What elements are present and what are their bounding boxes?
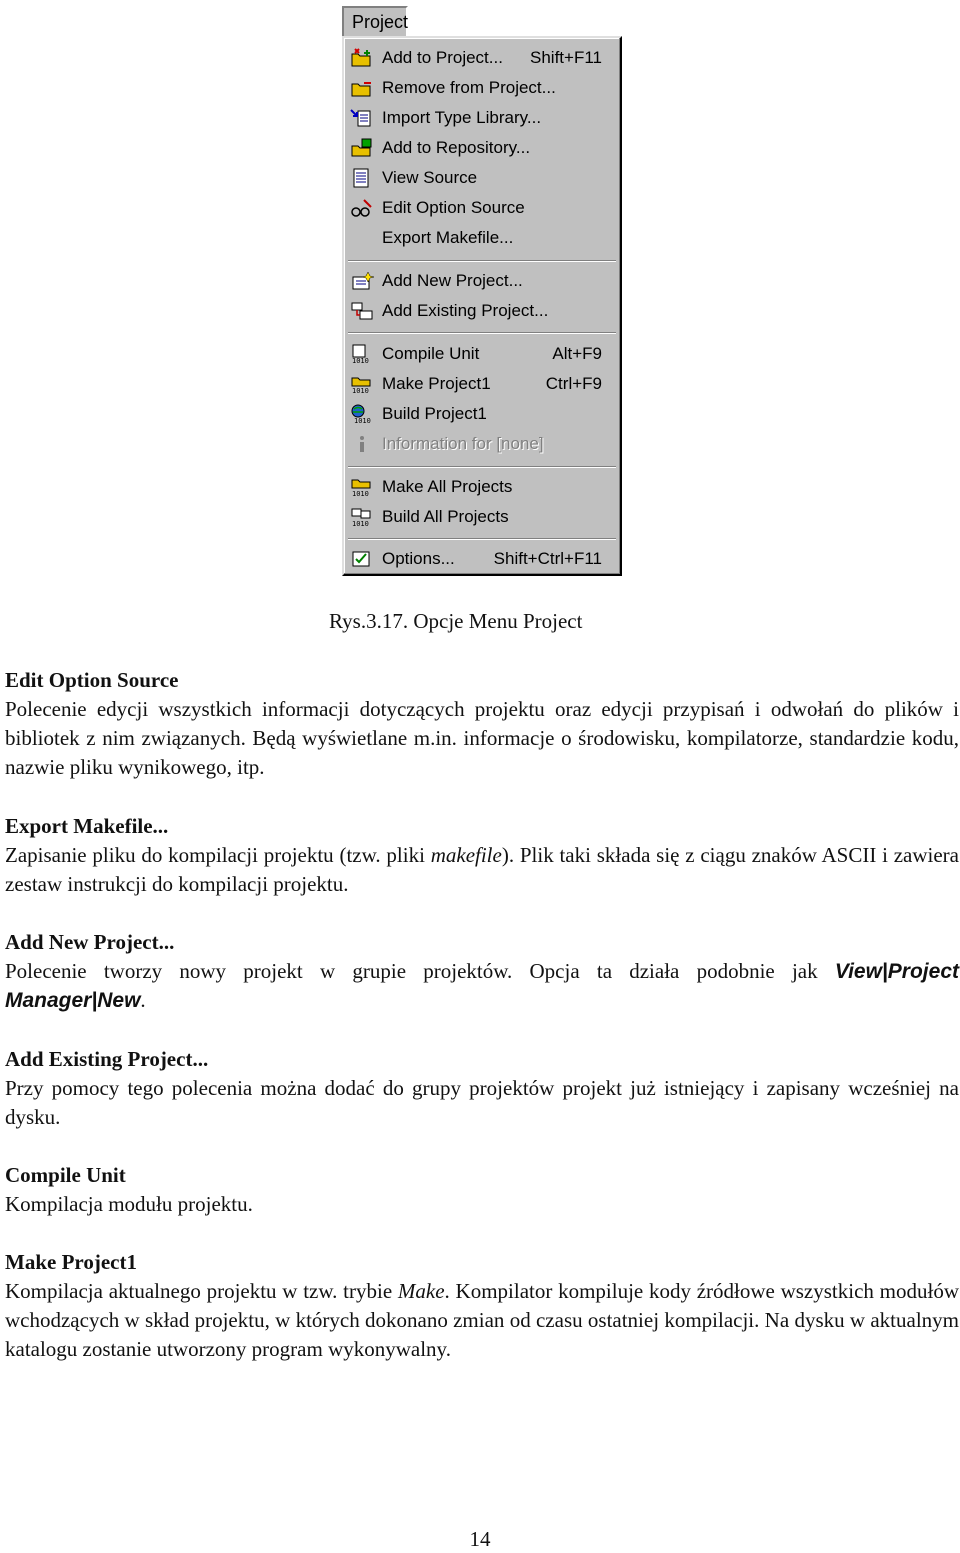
menu-item-remove-from-project[interactable] [348, 74, 616, 102]
section-text-add-existing-project: Przy pomocy tego polecenia można dodać do grupy projektów projekt już istniejący i zapisany wcześniej na dysku. [5, 1076, 959, 1130]
text-fragment: Zapisanie pliku do kompilacji projektu (tzw. pliki [5, 843, 431, 867]
menu-item-add-to-project[interactable] [348, 44, 616, 72]
svg-text:1010: 1010 [352, 490, 369, 497]
make-project-icon [350, 374, 374, 394]
text-fragment: Polecenie tworzy nowy projekt w grupie projektów. Opcja ta działa podobnie jak [5, 959, 835, 983]
menu-item-import-type-library[interactable] [348, 104, 616, 132]
add-to-repository-icon [350, 138, 374, 158]
menu-item-add-to-repository[interactable] [348, 134, 616, 162]
menu-item-label: View Source [382, 168, 478, 187]
menu-separator [348, 332, 616, 334]
section-heading-add-existing-project: Add Existing Project... [5, 1047, 209, 1071]
figure-caption: Rys.3.17. Opcje Menu Project [329, 609, 583, 633]
menu-separator [348, 538, 616, 540]
information-icon [350, 434, 374, 454]
menu-item-label: Compile Unit [382, 344, 480, 363]
section-text-compile-unit: Kompilacja modułu projektu. [5, 1192, 253, 1216]
menu-item-information [348, 430, 616, 458]
menu-item-make-project[interactable] [348, 370, 616, 398]
menu-item-compile-unit[interactable] [348, 340, 616, 368]
menu-item-label: Information for [none] [382, 434, 544, 453]
menu-path: View|Project Manager|New [5, 960, 959, 1013]
menu-item-label: Add Existing Project... [382, 301, 549, 320]
menu-item-label: Edit Option Source [382, 198, 525, 217]
menu-item-label: Build All Projects [382, 507, 509, 526]
menu-item-options[interactable] [348, 545, 616, 573]
text-fragment: . [140, 988, 146, 1013]
add-to-project-icon [350, 48, 374, 68]
svg-text:1010: 1010 [352, 387, 369, 394]
menu-item-add-new-project[interactable] [348, 267, 616, 295]
menu-item-view-source[interactable] [348, 164, 616, 192]
section-text-make-project1 [5, 1277, 959, 1365]
menu-item-make-all-projects[interactable] [348, 473, 616, 501]
section-text-export-makefile [5, 841, 959, 899]
menu-item-edit-option-source[interactable] [348, 194, 616, 222]
build-project-icon [350, 404, 374, 424]
italic-term: makefile [430, 843, 502, 867]
section-heading-add-new-project: Add New Project... [5, 930, 175, 954]
section-heading-make-project1: Make Project1 [5, 1250, 137, 1274]
view-source-icon [350, 168, 374, 188]
build-all-projects-icon [350, 507, 374, 527]
section-heading-export-makefile: Export Makefile... [5, 814, 169, 838]
text-fragment: ). Plik taki składa się z ciągu znaków ASCII i zawiera zestaw instrukcji do kompilacji projektu. [5, 843, 959, 897]
options-icon [350, 549, 374, 569]
menu-title-project[interactable]: Project [342, 6, 408, 36]
menu-item-label: Add to Project... [382, 48, 503, 67]
compile-unit-icon [350, 344, 374, 364]
menu-item-shortcut: Alt+F9 [552, 344, 602, 363]
svg-text:1010: 1010 [354, 417, 371, 424]
menu-item-export-makefile[interactable] [348, 224, 616, 252]
italic-term: Make [397, 1279, 445, 1303]
page-number: 14 [469, 1527, 491, 1551]
section-heading-edit-option-source: Edit Option Source [5, 668, 179, 692]
section-text-edit-option-source: Polecenie edycji wszystkich informacji dotyczących projektu oraz edycji przypisań i odwołań do plików i bibliotek z nim związanych. Będą wyświetlane m.in. informacje o środowisku, kompilatorze, standardzie kodu, nazwie pliku wynikowego, itp. [5, 697, 959, 780]
add-existing-project-icon [350, 301, 374, 321]
make-all-projects-icon [350, 477, 374, 497]
menu-item-build-project[interactable] [348, 400, 616, 428]
menu-item-add-existing-project[interactable] [348, 297, 616, 325]
text-fragment: Kompilacja aktualnego projektu w tzw. trybie [5, 1279, 398, 1303]
project-menu [342, 36, 622, 576]
menu-item-label: Import Type Library... [382, 108, 542, 127]
menu-item-label: Options... [382, 549, 455, 568]
menu-item-label: Export Makefile... [382, 228, 514, 247]
menu-item-label: Make Project1 [382, 374, 491, 393]
menu-item-label: Build Project1 [382, 404, 487, 423]
add-new-project-icon [350, 271, 374, 291]
svg-text:1010: 1010 [352, 520, 369, 527]
remove-from-project-icon [350, 78, 374, 98]
menu-separator [348, 260, 616, 262]
section-text-add-new-project [5, 957, 959, 1015]
menu-item-shortcut: Shift+F11 [530, 48, 602, 67]
import-type-library-icon [350, 108, 374, 128]
menu-item-label: Make All Projects [382, 477, 513, 496]
menu-item-shortcut: Ctrl+F9 [545, 374, 602, 393]
menu-item-build-all-projects[interactable] [348, 503, 616, 531]
edit-option-source-icon [350, 198, 374, 218]
menu-item-shortcut: Shift+Ctrl+F11 [493, 549, 602, 568]
text-fragment: . Kompilator kompiluje kody źródłowe wszystkich modułów wchodzących w skład projektu, w których dokonano zmian od czasu ostatniej kompilacji. Na dysku w aktualnym katalogu zostanie utworzony program wykonywalny. [5, 1279, 959, 1362]
menu-item-label: Add to Repository... [382, 138, 531, 157]
svg-text:1010: 1010 [352, 357, 369, 364]
menu-item-label: Add New Project... [382, 271, 523, 290]
menu-item-label: Remove from Project... [382, 78, 556, 97]
menu-separator [348, 466, 616, 468]
section-heading-compile-unit: Compile Unit [5, 1163, 126, 1187]
